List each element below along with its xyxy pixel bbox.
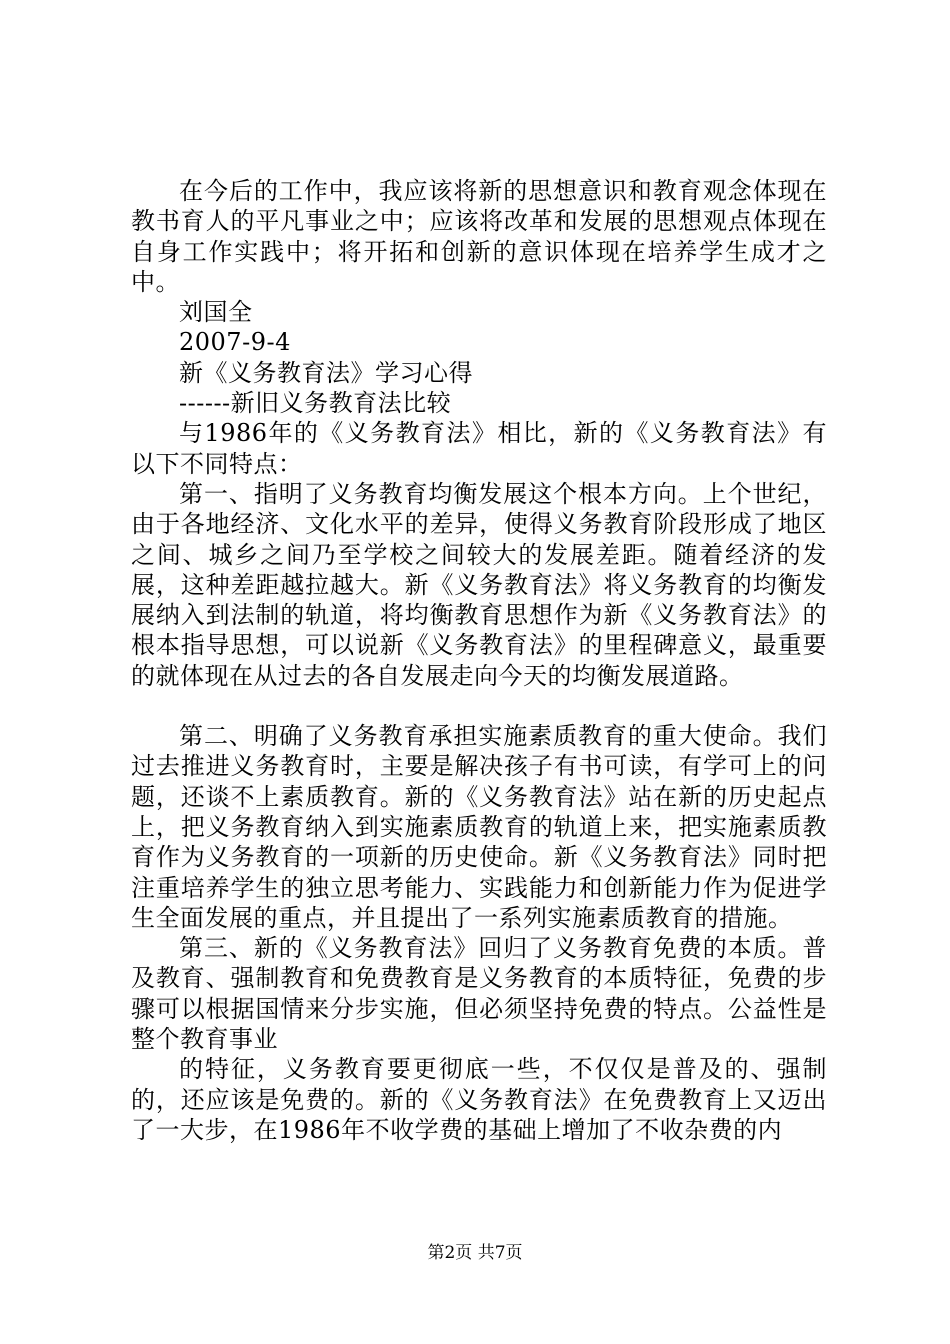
- paragraph-intro: 与1986年的《义务教育法》相比，新的《义务教育法》有以下不同特点：: [131, 419, 827, 478]
- paragraph-point-two: 第二、明确了义务教育承担实施素质教育的重大使命。我们过去推进义务教育时，主要是解决孩子有书可读，有学可上的问题，还谈不上素质教育。新的《义务教育法》站在新的历史起点上，把义务教育纳入到实施素质教育的轨道上来，把实施素质教育作为义务教育的一项新的历史使命。新《义务教育法》同时把注重培养学生的独立思考能力、实践能力和创新能力作为促进学生全面发展的重点，并且提出了一系列实施素质教育的措施。: [131, 722, 827, 932]
- page-number-footer: 第2页 共7页: [427, 1243, 523, 1263]
- paragraph-point-three-continued: 的特征，义务教育要更彻底一些，不仅仅是普及的、强制的，还应该是免费的。新的《义务教育法》在免费教育上又迈出了一大步，在1986年不收学费的基础上增加了不收杂费的内: [131, 1055, 827, 1144]
- document-date: 2007-9-4: [179, 328, 291, 357]
- document-body: [131, 176, 827, 1145]
- paragraph-point-three: 第三、新的《义务教育法》回归了义务教育免费的本质。普及教育、强制教育和免费教育是义务教育的本质特征，免费的步骤可以根据国情来分步实施，但必须坚持免费的特点。公益性是整个教育事业: [131, 934, 827, 1054]
- section-subtitle: ------新旧义务教育法比较: [179, 389, 452, 418]
- section-title: 新《义务教育法》学习心得: [179, 358, 473, 387]
- paragraph-closing-remarks: 在今后的工作中，我应该将新的思想意识和教育观念体现在教书育人的平凡事业之中；应该将改革和发展的思想观点体现在自身工作实践中；将开拓和创新的意识体现在培养学生成才之中。: [131, 177, 827, 296]
- paragraph-point-one: 第一、指明了义务教育均衡发展这个根本方向。上个世纪，由于各地经济、文化水平的差异，使得义务教育阶段形成了地区之间、城乡之间乃至学校之间较大的发展差距。随着经济的发展，这种差距越拉越大。新《义务教育法》将义务教育的均衡发展纳入到法制的轨道，将均衡教育思想作为新《义务教育法》的根本指导思想，可以说新《义务教育法》的里程碑意义，最重要的就体现在从过去的各自发展走向今天的均衡发展道路。: [131, 479, 827, 690]
- author-name: 刘国全: [179, 298, 253, 327]
